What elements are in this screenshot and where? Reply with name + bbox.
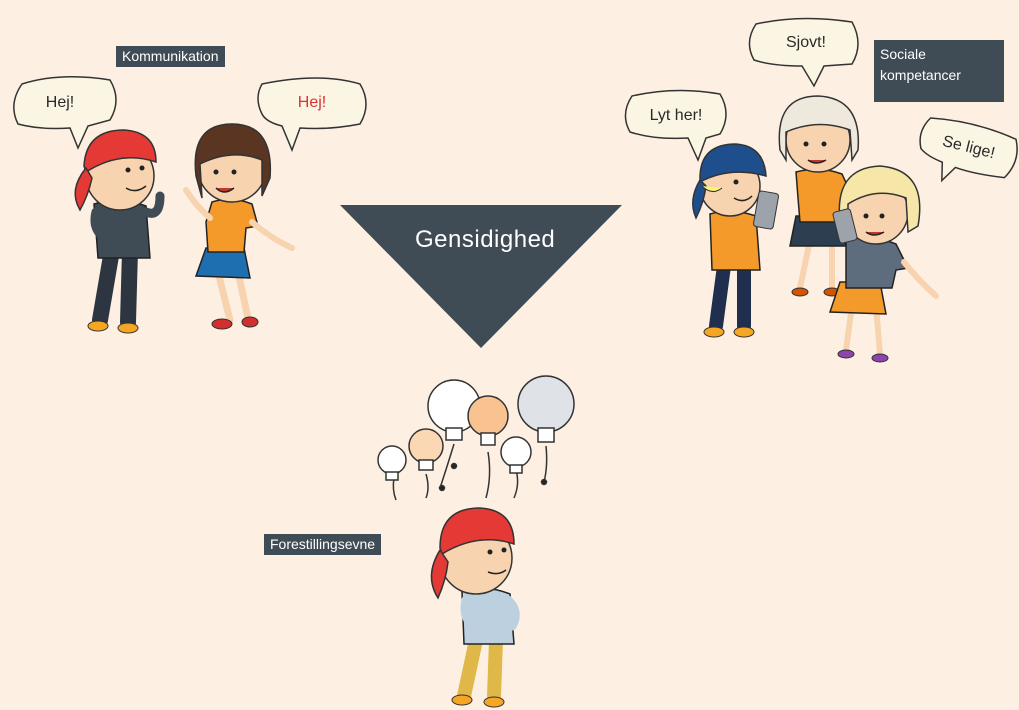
boy-bottom-illustration [431, 508, 515, 707]
boy-left-illustration [75, 130, 160, 333]
bubble-hej-girl [258, 78, 366, 150]
center-label: Gensidighed [415, 226, 556, 253]
boy-right-illustration [693, 144, 779, 337]
bubble-sjovt [749, 18, 858, 86]
bubble-hej-girl-text: Hej! [297, 94, 327, 111]
label-sociale-kompetancer: Sociale kompetancer [874, 40, 1004, 102]
girl-left-illustration [186, 124, 292, 329]
girl-yellow-hair-illustration [830, 166, 936, 362]
bubble-hej-boy-text: Hej! [45, 94, 75, 111]
lightbulbs-illustration [378, 376, 574, 500]
bubble-sjovt-text: Sjovt! [785, 34, 827, 51]
bubble-lyt-her-text: Lyt her! [649, 107, 703, 124]
label-forestillingsevne: Forestillingsevne [264, 534, 381, 555]
bubble-se-lige [911, 113, 1019, 197]
label-kommunikation: Kommunikation [116, 46, 225, 67]
bubble-se-lige-text: Se lige! [940, 132, 997, 163]
bubble-lyt-her [625, 90, 726, 160]
